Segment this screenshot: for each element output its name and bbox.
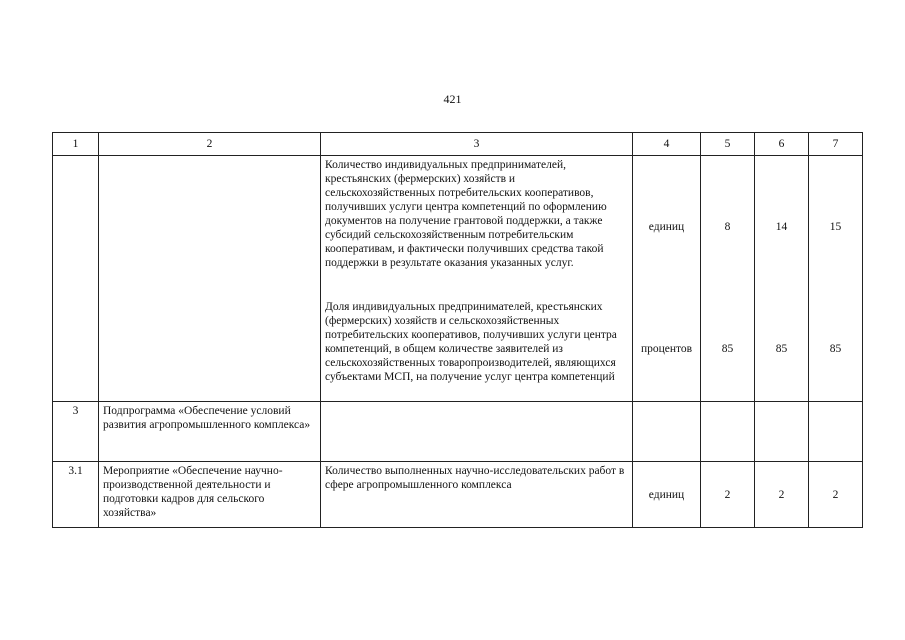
- header-cell-5: 5: [701, 133, 755, 156]
- table-row: [53, 402, 863, 462]
- value-5-1: 8: [724, 220, 731, 233]
- header-cell-3: 3: [321, 133, 633, 156]
- measure-name: Мероприятие «Обеспечение научно-производственной деятельности и подготовки кадров для сельского хозяйства»: [99, 462, 321, 528]
- header-cell-7: 7: [809, 133, 863, 156]
- unit-cell: единиц: [633, 462, 701, 528]
- value-col5: [701, 402, 755, 462]
- value-5-2: 85: [721, 343, 734, 356]
- unit-cell: [633, 298, 701, 402]
- table-row: [53, 462, 863, 528]
- value-col7: [809, 298, 863, 402]
- indicator-text: [321, 156, 633, 298]
- value-col6: [755, 156, 809, 298]
- header-cell-2: 2: [99, 133, 321, 156]
- indicator-text: [321, 298, 633, 402]
- value-col7: 2: [809, 462, 863, 528]
- unit-cell: [633, 156, 701, 298]
- row-number: 3: [53, 402, 99, 462]
- unit-cell: [633, 402, 701, 462]
- indicators-table: [52, 132, 863, 528]
- value-col6: [755, 298, 809, 402]
- table-row: [53, 156, 863, 298]
- unit-2: процентов: [640, 343, 693, 356]
- row-number: [53, 156, 99, 402]
- value-col7: [809, 402, 863, 462]
- value-7-2: 85: [829, 343, 842, 356]
- value-6-2: 85: [775, 343, 788, 356]
- header-cell-6: 6: [755, 133, 809, 156]
- value-7-1: 15: [829, 220, 842, 233]
- indicator-1: Количество индивидуальных предпринимателей, крестьянских (фермерских) хозяйств и сельскохозяйственных потребительских кооперативов, получивших услуги центра компетенций по оформлению документов на получение грантовой поддержки, а также субсидий сельскохозяйственным потребительским кооперативам, и фактически получивших средства такой поддержки в результате оказания указанных услуг.: [325, 159, 607, 269]
- subprogram-name: Подпрограмма «Обеспечение условий развития агропромышленного комплекса»: [99, 402, 321, 462]
- indicator-text: Количество выполненных научно-исследовательских работ в сфере агропромышленного комплекса: [321, 462, 633, 528]
- value-col7: [809, 156, 863, 298]
- row-number: 3.1: [53, 462, 99, 528]
- value-col6: [755, 402, 809, 462]
- page-number: 421: [443, 92, 462, 106]
- measure-name: [99, 156, 321, 402]
- header-row: [53, 133, 863, 156]
- header-cell-4: 4: [633, 133, 701, 156]
- value-col6: 2: [755, 462, 809, 528]
- header-cell-1: 1: [53, 133, 99, 156]
- value-col5: [701, 156, 755, 298]
- unit-1: единиц: [648, 220, 685, 233]
- value-6-1: 14: [775, 220, 788, 233]
- indicator-2: Доля индивидуальных предпринимателей, крестьянских (фермерских) хозяйств и сельскохозяйственных потребительских кооперативов, получивших услуги центра компетенций, в общем количестве заявителей из сельскохозяйственных товаропроизводителей, являющихся субъектами МСП, на получение услуг центра компетенций: [325, 300, 617, 383]
- value-col5: [701, 298, 755, 402]
- indicator-text: [321, 402, 633, 462]
- value-col5: 2: [701, 462, 755, 528]
